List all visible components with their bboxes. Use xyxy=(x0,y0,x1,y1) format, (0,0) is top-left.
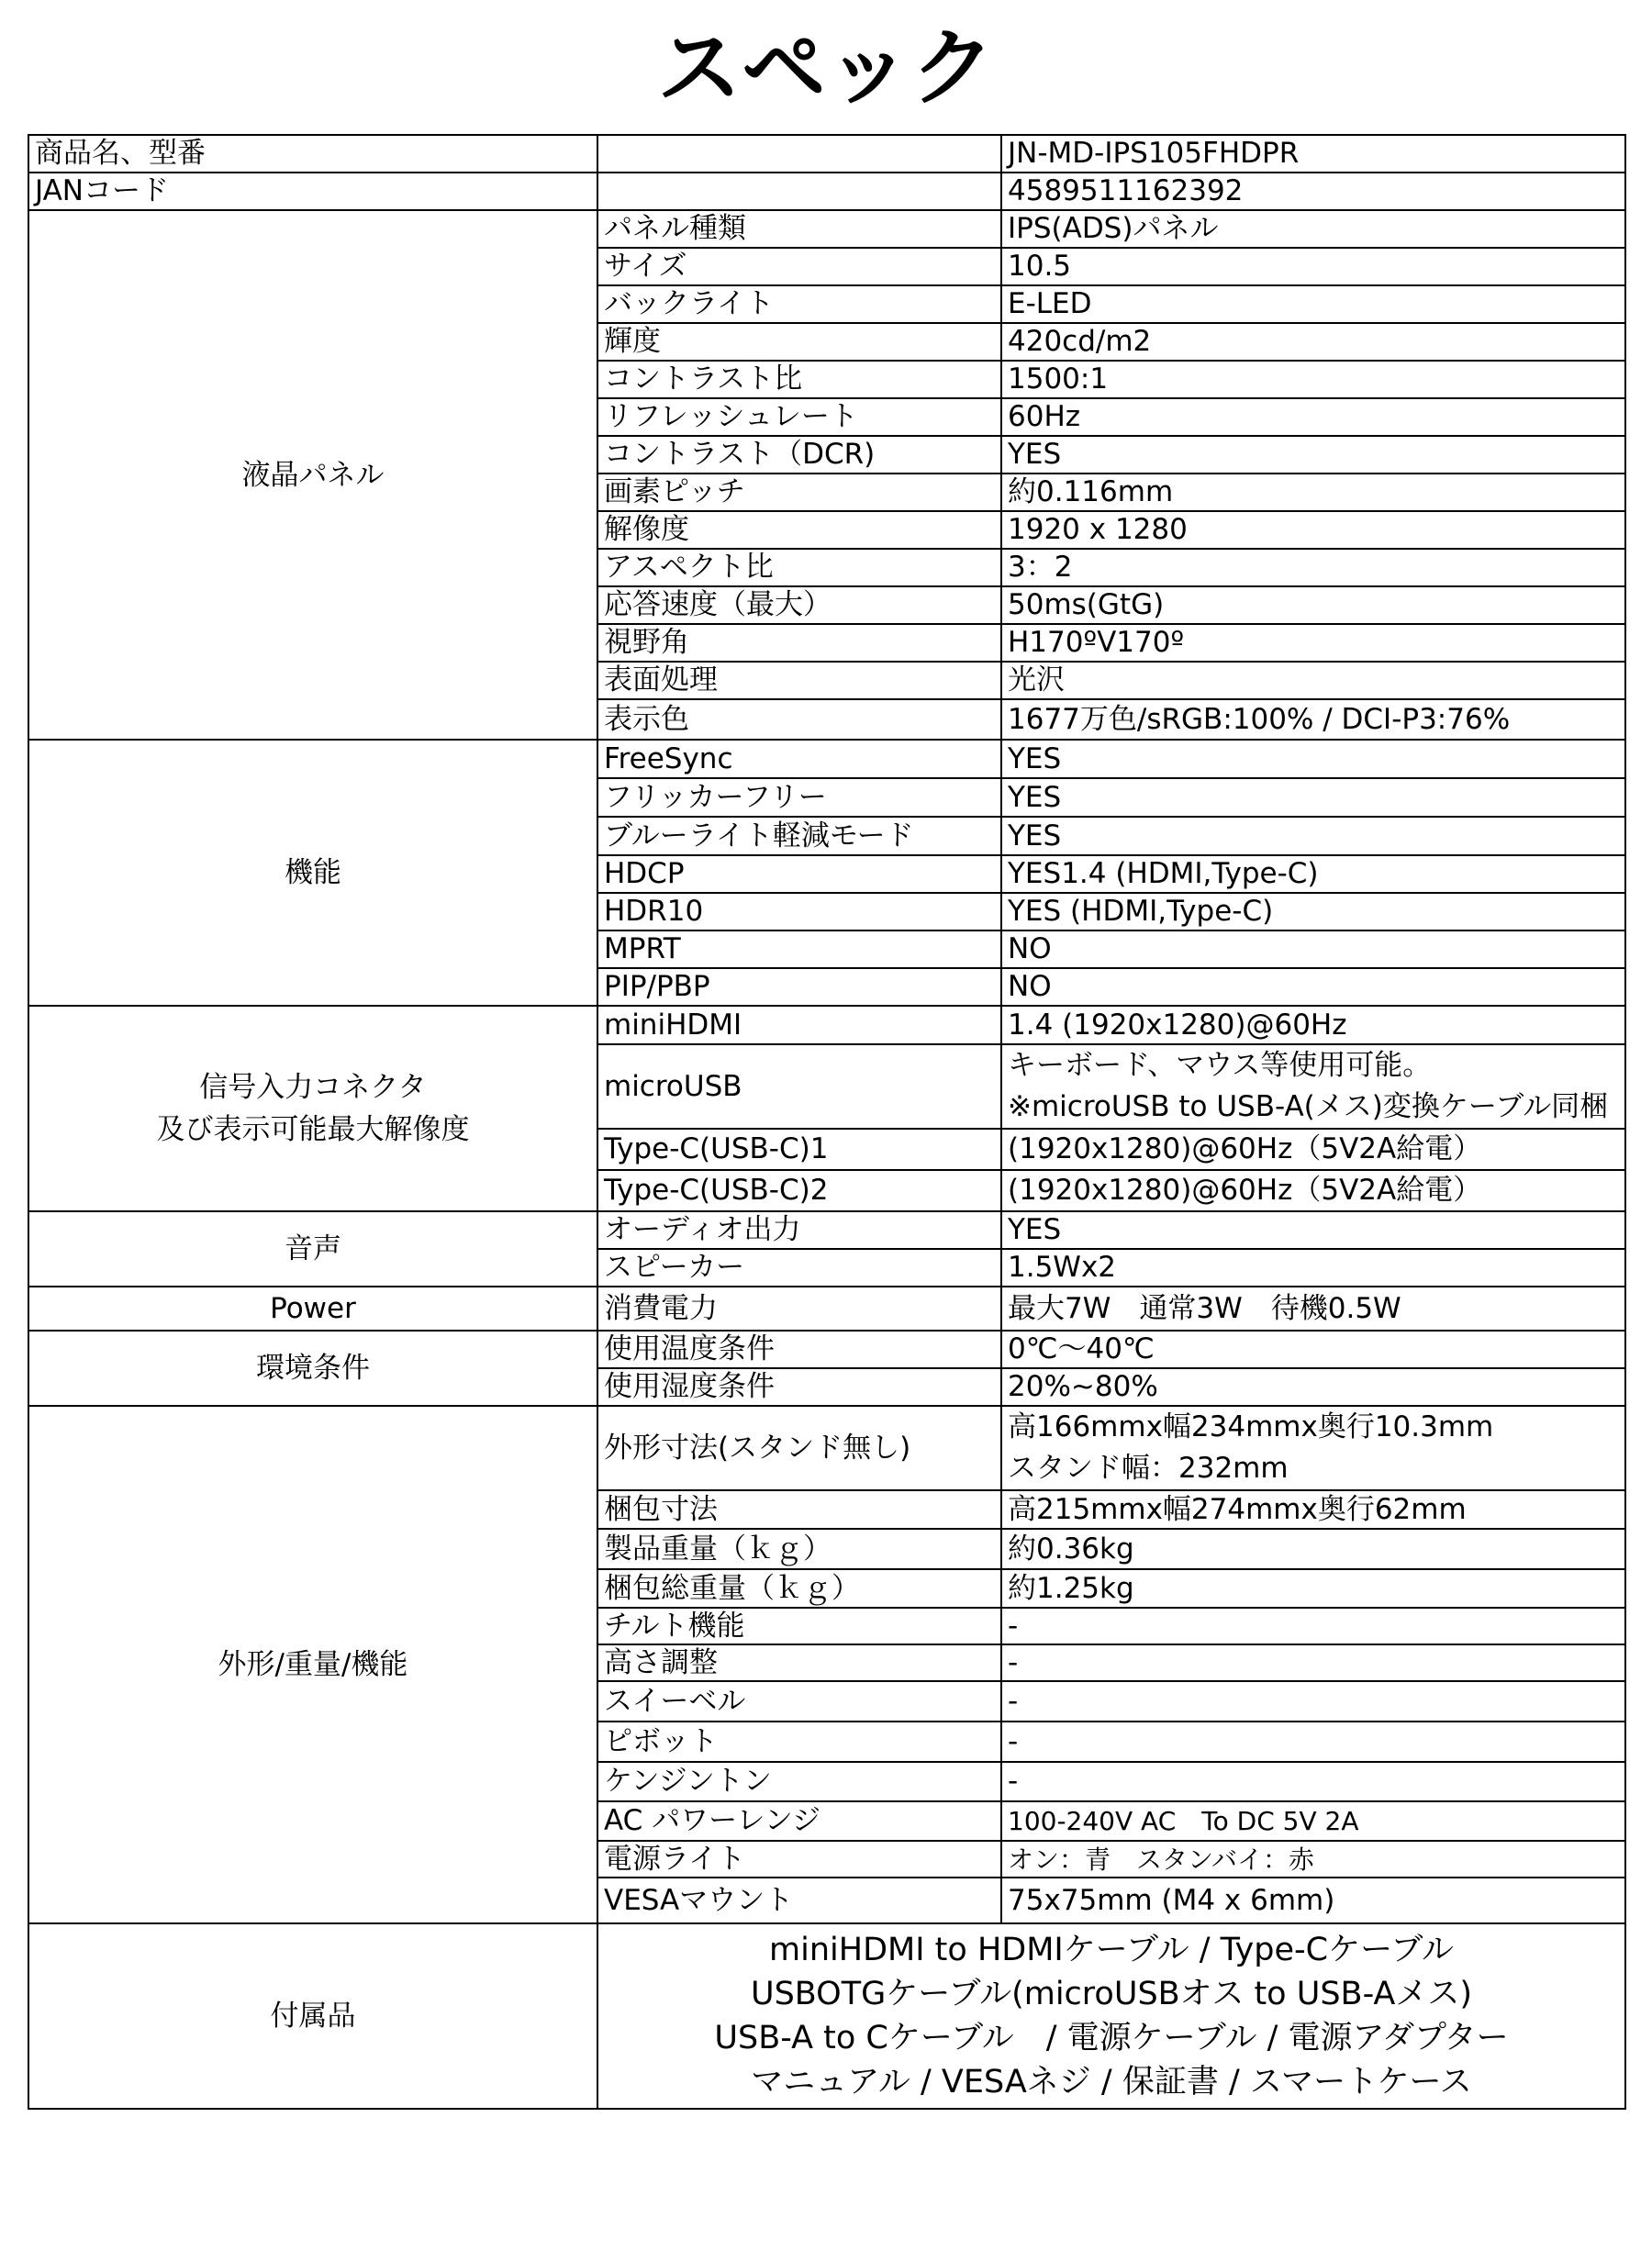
spec-value: YES xyxy=(1001,436,1625,474)
jan-empty xyxy=(597,173,1001,210)
spec-label: 製品重量（ｋｇ） xyxy=(597,1529,1001,1569)
spec-label: バックライト xyxy=(597,285,1001,323)
spec-value: 0℃～40℃ xyxy=(1001,1331,1625,1368)
table-row-product-name xyxy=(28,135,1625,173)
spec-value: 高215mmx幅274mmx奥行62mm xyxy=(1001,1490,1625,1529)
spec-label: 消費電力 xyxy=(597,1287,1001,1331)
product-name-value: JN-MD-IPS105FHDPR xyxy=(1001,135,1625,173)
spec-label: PIP/PBP xyxy=(597,968,1001,1006)
spec-label: 梱包総重量（ｋｇ） xyxy=(597,1569,1001,1608)
spec-value: 約0.116mm xyxy=(1001,474,1625,511)
category-power: Power xyxy=(28,1287,597,1331)
jan-label: JANコード xyxy=(28,173,597,210)
spec-label: サイズ xyxy=(597,248,1001,285)
spec-label: HDR10 xyxy=(597,893,1001,930)
page-title: スペック xyxy=(656,19,995,117)
category-panel: 液晶パネル xyxy=(28,210,597,740)
category-input xyxy=(28,1006,597,1211)
spec-label: パネル種類 xyxy=(597,210,1001,248)
product-name-label: 商品名、型番 xyxy=(28,135,597,173)
spec-label: microUSB xyxy=(597,1044,1001,1129)
category-input-line1: 信号入力コネクタ xyxy=(199,1071,427,1104)
spec-value: 75x75mm (M4 x 6mm) xyxy=(1001,1878,1625,1923)
category-exterior: 外形/重量/機能 xyxy=(28,1406,597,1923)
spec-label: コントラスト（DCR) xyxy=(597,436,1001,474)
category-input-line2: 及び表示可能最大解像度 xyxy=(156,1113,470,1146)
spec-label: ケンジントン xyxy=(597,1762,1001,1801)
spec-value: 約0.36kg xyxy=(1001,1529,1625,1569)
spec-label: スピーカー xyxy=(597,1249,1001,1287)
spec-value: YES1.4 (HDMI,Type-C) xyxy=(1001,855,1625,893)
spec-value: NO xyxy=(1001,968,1625,1006)
spec-value: (1920x1280)@60Hz（5V2A給電） xyxy=(1001,1129,1625,1170)
spec-value: オン：青 スタンバイ：赤 xyxy=(1001,1841,1625,1878)
jan-value: 4589511162392 xyxy=(1001,173,1625,210)
spec-value: 1.4 (1920x1280)@60Hz xyxy=(1001,1006,1625,1044)
spec-value: 1920 x 1280 xyxy=(1001,511,1625,549)
spec-label: HDCP xyxy=(597,855,1001,893)
spec-value: - xyxy=(1001,1681,1625,1722)
spec-label: 表面処理 xyxy=(597,662,1001,699)
category-audio: 音声 xyxy=(28,1211,597,1287)
spec-label: MPRT xyxy=(597,930,1001,968)
accessory-line: USBOTGケーブル(microUSBオス to USB-Aメス) xyxy=(750,1976,1473,2012)
table-row xyxy=(28,1006,1625,1044)
table-row-jan xyxy=(28,173,1625,210)
table-row xyxy=(28,1331,1625,1368)
spec-value: 10.5 xyxy=(1001,248,1625,285)
spec-label: miniHDMI xyxy=(597,1006,1001,1044)
spec-value xyxy=(1001,1406,1625,1490)
spec-label: 輝度 xyxy=(597,323,1001,361)
category-function: 機能 xyxy=(28,740,597,1006)
category-accessories: 付属品 xyxy=(28,1923,597,2109)
spec-label: フリッカーフリー xyxy=(597,778,1001,817)
accessory-line: miniHDMI to HDMIケーブル / Type-Cケーブル xyxy=(769,1932,1454,1968)
spec-value: 3：2 xyxy=(1001,549,1625,586)
spec-table xyxy=(28,134,1626,2110)
accessory-line: USB-A to Cケーブル / 電源ケーブル / 電源アダプター xyxy=(714,2020,1509,2056)
spec-label: FreeSync xyxy=(597,740,1001,778)
spec-label: リフレッシュレート xyxy=(597,398,1001,436)
spec-label: オーディオ出力 xyxy=(597,1211,1001,1249)
spec-value: 1677万色/sRGB:100% / DCI-P3:76% xyxy=(1001,699,1625,740)
spec-label: 解像度 xyxy=(597,511,1001,549)
spec-label: ブルーライト軽減モード xyxy=(597,817,1001,855)
spec-value: YES xyxy=(1001,817,1625,855)
spec-value xyxy=(1001,1044,1625,1129)
spec-label: アスペクト比 xyxy=(597,549,1001,586)
spec-label: 電源ライト xyxy=(597,1841,1001,1878)
spec-value: (1920x1280)@60Hz（5V2A給電） xyxy=(1001,1170,1625,1211)
spec-value: 光沢 xyxy=(1001,662,1625,699)
spec-label: 高さ調整 xyxy=(597,1644,1001,1681)
spec-value: - xyxy=(1001,1644,1625,1681)
spec-label: 画素ピッチ xyxy=(597,474,1001,511)
spec-value: H170ºV170º xyxy=(1001,624,1625,662)
spec-value: YES xyxy=(1001,1211,1625,1249)
spec-label: 使用温度条件 xyxy=(597,1331,1001,1368)
spec-value: 420cd/m2 xyxy=(1001,323,1625,361)
product-name-empty xyxy=(597,135,1001,173)
spec-value: 約1.25kg xyxy=(1001,1569,1625,1608)
spec-value: - xyxy=(1001,1762,1625,1801)
spec-value: YES (HDMI,Type-C) xyxy=(1001,893,1625,930)
spec-value: 1500:1 xyxy=(1001,361,1625,398)
spec-value: YES xyxy=(1001,740,1625,778)
table-row xyxy=(28,1406,1625,1490)
spec-label: 外形寸法(スタンド無し) xyxy=(597,1406,1001,1490)
spec-value: 最大7W 通常3W 待機0.5W xyxy=(1001,1287,1625,1331)
spec-value: E-LED xyxy=(1001,285,1625,323)
spec-value: 60Hz xyxy=(1001,398,1625,436)
table-row xyxy=(28,210,1625,248)
spec-label: 応答速度（最大） xyxy=(597,586,1001,624)
table-row xyxy=(28,1287,1625,1331)
dimensions-value-line2: スタンド幅：232mm xyxy=(1008,1452,1289,1485)
spec-value: - xyxy=(1001,1608,1625,1644)
spec-label: VESAマウント xyxy=(597,1878,1001,1923)
microusb-value-line1: キーボード、マウス等使用可能。 xyxy=(1008,1049,1432,1082)
spec-value: IPS(ADS)パネル xyxy=(1001,210,1625,248)
spec-label: AC パワーレンジ xyxy=(597,1801,1001,1841)
spec-label: コントラスト比 xyxy=(597,361,1001,398)
microusb-value-line2: ※microUSB to USB-A(メス)変換ケーブル同梱 xyxy=(1008,1090,1609,1123)
spec-value: NO xyxy=(1001,930,1625,968)
spec-label: 表示色 xyxy=(597,699,1001,740)
spec-label: ピボット xyxy=(597,1722,1001,1762)
spec-label: 梱包寸法 xyxy=(597,1490,1001,1529)
dimensions-value-line1: 高166mmx幅234mmx奥行10.3mm xyxy=(1008,1410,1494,1443)
spec-value: 20%~80% xyxy=(1001,1368,1625,1406)
table-row xyxy=(28,740,1625,778)
spec-label: チルト機能 xyxy=(597,1608,1001,1644)
spec-value: 50ms(GtG) xyxy=(1001,586,1625,624)
spec-label: Type-C(USB-C)2 xyxy=(597,1170,1001,1211)
spec-value: YES xyxy=(1001,778,1625,817)
table-row-accessories xyxy=(28,1923,1625,2109)
accessories-list xyxy=(597,1923,1625,2109)
spec-label: 使用湿度条件 xyxy=(597,1368,1001,1406)
spec-value: 100-240V AC To DC 5V 2A xyxy=(1001,1801,1625,1841)
spec-value: - xyxy=(1001,1722,1625,1762)
spec-label: 視野角 xyxy=(597,624,1001,662)
spec-value: 1.5Wx2 xyxy=(1001,1249,1625,1287)
table-row xyxy=(28,1211,1625,1249)
category-environment: 環境条件 xyxy=(28,1331,597,1406)
spec-label: Type-C(USB-C)1 xyxy=(597,1129,1001,1170)
spec-label: スイーベル xyxy=(597,1681,1001,1722)
accessory-line: マニュアル / VESAネジ / 保証書 / スマートケース xyxy=(751,2064,1472,2101)
